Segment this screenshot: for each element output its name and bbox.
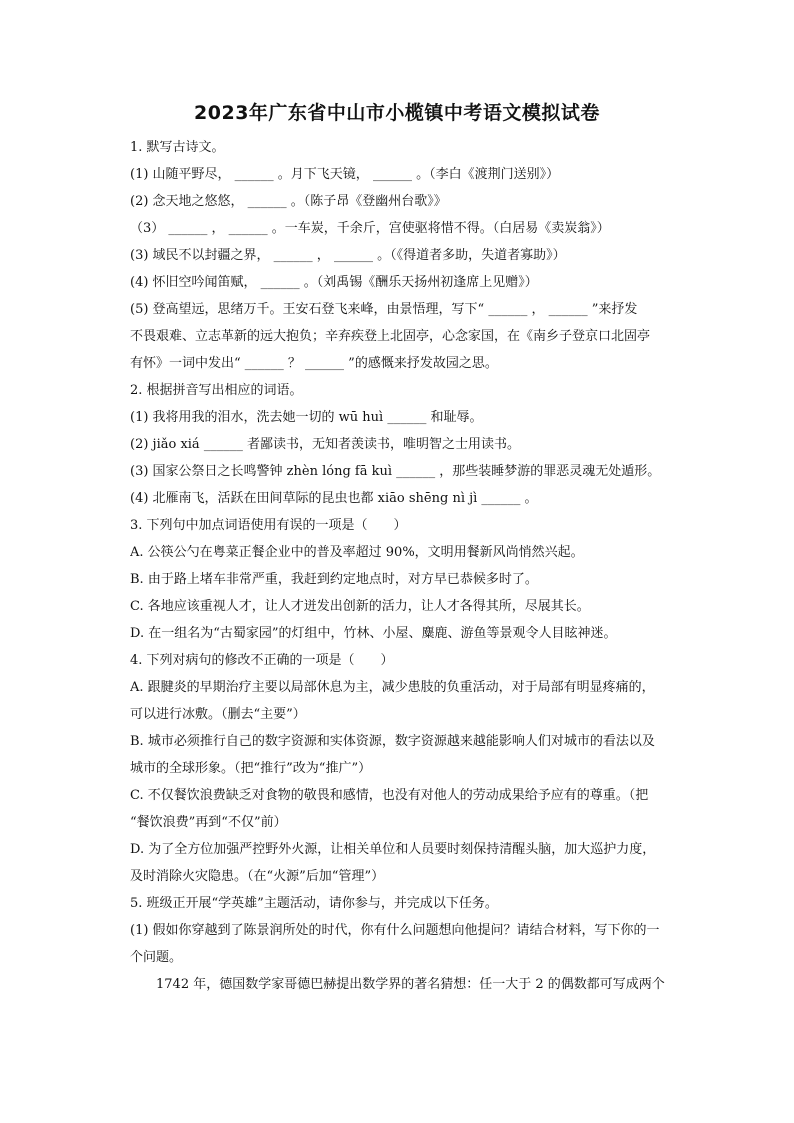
question-1-item-5-cont: 有怀》一词中发出“ ______ ？ ______ ”的感慨来抒发故园之思。 <box>130 356 498 371</box>
question-2-item-2: (2) jiǎo xiá ______ 者鄙读书，无知者羡读书，唯明智之士用读书。 <box>130 437 520 452</box>
question-4-option-c: C. 不仅餐饮浪费缺乏对食物的敬畏和感情，也没有对他人的劳动成果给予应有的尊重。（把 <box>130 788 649 803</box>
question-2-item-1: (1) 我将用我的泪水，洗去她一切的 wū huì ______ 和耻辱。 <box>130 410 483 425</box>
question-5-material: 1742 年，德国数学家哥德巴赫提出数学界的著名猜想：任一大于 2 的偶数都可写成两个 <box>130 977 665 992</box>
question-5-item-1: (1) 假如你穿越到了陈景润所处的时代，你有什么问题想向他提问？请结合材料，写下你的一 <box>130 923 660 938</box>
exam-title: 2023年广东省中山市小榄镇中考语文模拟试卷 <box>194 102 600 124</box>
question-1-item-1: (1) 山随平野尽， ______ 。月下飞天镜， ______ 。（李白《渡荆门送别》） <box>130 167 560 182</box>
question-2-item-3: (3) 国家公祭日之长鸣警钟 zhèn lóng fā kuì ______ ，那些装睡梦游的罪恶灵魂无处遁形。 <box>130 464 661 479</box>
question-1-item-5: (5) 登高望远，思绪万千。王安石登飞来峰，由景悟理，写下“ ______ ， ______ ”来抒发 <box>130 302 638 317</box>
question-3-option-b: B. 由于路上堵车非常严重，我赶到约定地点时，对方早已恭候多时了。 <box>130 572 538 587</box>
question-2-heading: 2. 根据拼音写出相应的词语。 <box>130 383 303 398</box>
question-4-option-c-cont: “餐饮浪费”再到“不仅”前） <box>130 815 287 830</box>
question-5-heading: 5. 班级正开展“学英雄”主题活动，请你参与，并完成以下任务。 <box>130 896 498 911</box>
question-1-item-3b: (3) 域民不以封疆之界， ______ ， ______ 。（《得道者多助，失道者寡助》） <box>130 248 566 263</box>
question-4-heading: 4. 下列对病句的修改不正确的一项是（ ） <box>130 653 394 668</box>
question-3-option-a: A. 公筷公勺在粤菜正餐企业中的普及率超过 90%，文明用餐新风尚悄然兴起。 <box>130 545 584 560</box>
question-4-option-b: B. 城市必须推行自己的数字资源和实体资源，数字资源越来越能影响人们对城市的看法以及 <box>130 734 655 749</box>
question-3-option-c: C. 各地应该重视人才，让人才迸发出创新的活力，让人才各得其所，尽展其长。 <box>130 599 590 614</box>
question-4-option-d-cont: 及时消除火灾隐患。（在“火源”后加“管理”） <box>130 869 385 884</box>
question-4-option-a: A. 跟腱炎的早期治疗主要以局部休息为主，减少患肢的负重活动，对于局部有明显疼痛的， <box>130 680 655 695</box>
exam-content <box>130 134 702 998</box>
question-1-item-5-cont: 不畏艰难、立志革新的远大抱负；辛弃疾登上北固亭，心念家国，在《南乡子登京口北固亭 <box>130 329 651 344</box>
question-5-item-1-cont: 个问题。 <box>130 950 183 965</box>
question-1-heading: 1. 默写古诗文。 <box>130 140 225 155</box>
question-1-item-3: （3） ______ ， ______ 。一车炭，千余斤，宫使驱将惜不得。（白居易《卖炭翁》） <box>130 221 610 236</box>
question-3-heading: 3. 下列句中加点词语使用有误的一项是（ ） <box>130 518 407 533</box>
question-1-item-4: (4) 怀旧空吟闻笛赋， ______ 。（刘禹锡《酬乐天扬州初逢席上见赠》） <box>130 275 538 290</box>
question-4-option-d: D. 为了全方位加强严控野外火源，让相关单位和人员要时刻保持清醒头脑，加大巡护力度， <box>130 842 656 857</box>
question-1-item-2: (2) 念天地之悠悠， ______ 。（陈子昂《登幽州台歌》》 <box>130 194 447 209</box>
question-4-option-b-cont: 城市的全球形象。（把“推行”改为“推广”） <box>130 761 372 776</box>
question-3-option-d: D. 在一组名为“古蜀家园”的灯组中，竹林、小屋、麋鹿、游鱼等景观令人目眩神迷。 <box>130 626 617 641</box>
question-4-option-a-cont: 可以进行冰敷。（删去“主要”） <box>130 707 306 722</box>
question-2-item-4: (4) 北雁南飞，活跃在田间草际的昆虫也都 xiāo shēng nì jì ______ 。 <box>130 491 538 506</box>
